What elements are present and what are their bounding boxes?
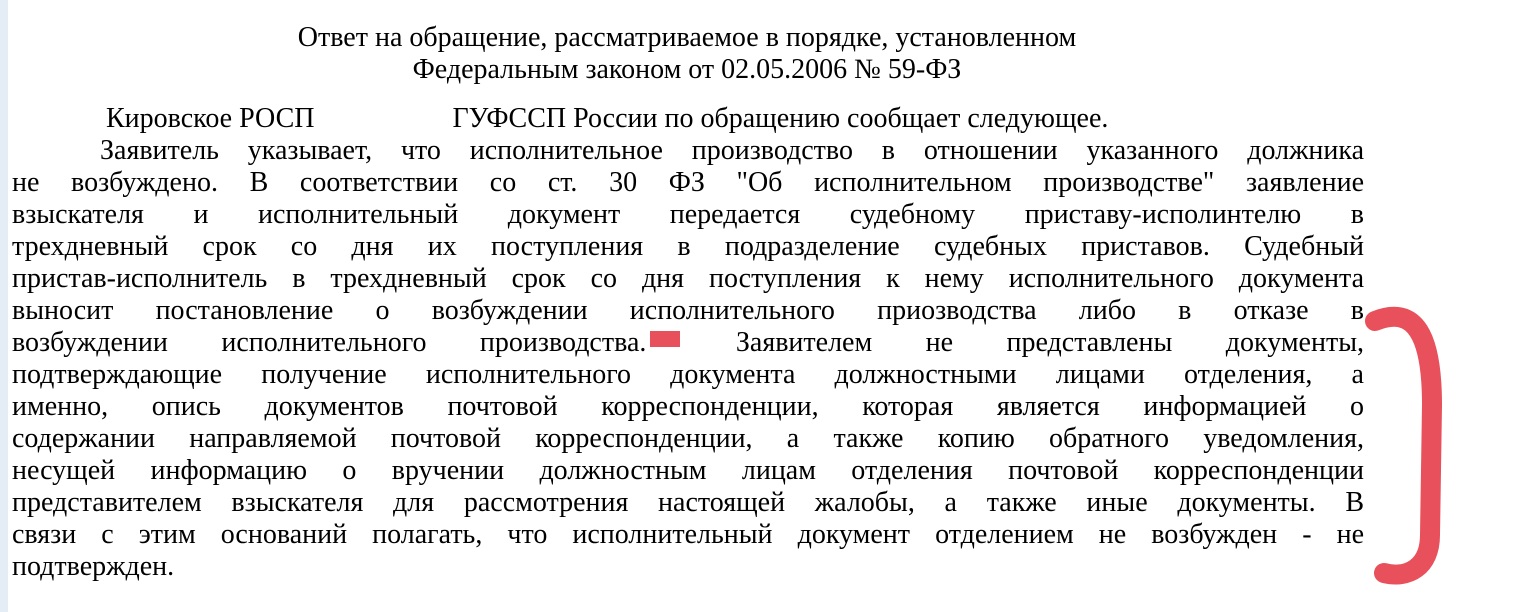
organization-statement: ГУФССП России по обращению сообщает следующее. — [452, 103, 1109, 134]
body-line-with-redaction — [12, 327, 1364, 359]
heading-line-1: Ответ на обращение, рассматриваемое в порядке, установленном — [297, 22, 1077, 53]
body-line: выносит постановление о возбуждении исполнительного приозводства либо в отказе в — [12, 295, 1364, 326]
body-line: связи с этим оснований полагать, что исполнительный документ отделением не возбужден - не — [12, 519, 1364, 550]
body-line: содержании направляемой почтовой корреспонденции, а также копию обратного уведомления, — [12, 423, 1364, 454]
body-line: именно, опись документов почтовой корреспонденции, которая является информацией о — [12, 391, 1364, 422]
body-line-segment: Заявителем не представлены документы, — [735, 327, 1365, 358]
heading-line-2: Федеральным законом от 02.05.2006 № 59-ФЗ — [412, 54, 962, 85]
left-margin-strip — [0, 0, 8, 612]
bracket-annotation — [1360, 305, 1470, 595]
body-line: трехдневный срок со дня их поступления в подразделение судебных приставов. Судебный — [12, 231, 1364, 262]
body-line: несущей информацию о вручении должностным лицам отделения почтовой корреспонденции — [12, 455, 1364, 486]
body-line: подтвержден. — [12, 551, 175, 582]
body-line: взыскателя и исполнительный документ передается судебному приставу-исполинтелю в — [12, 199, 1364, 230]
body-line: Заявитель указывает, что исполнительное производство в отношении указанного должника — [100, 135, 1364, 166]
redaction-mark — [650, 331, 680, 347]
organization-line — [106, 103, 1406, 135]
body-paragraph — [12, 135, 1364, 583]
organization-name: Кировское РОСП — [106, 103, 315, 134]
body-line: подтверждающие получение исполнительного документа должностными лицами отделения, а — [12, 359, 1364, 390]
body-line: пристав-исполнитель в трехдневный срок со дня поступления к нему исполнительного документа — [12, 263, 1364, 294]
body-line-segment: возбуждении исполнительного производства. — [12, 327, 647, 358]
body-line: не возбуждено. В соответствии со ст. 30 ФЗ "Об исполнительном производстве" заявление — [12, 167, 1364, 198]
document-heading — [0, 22, 1374, 86]
body-line: представителем взыскателя для рассмотрения настоящей жалобы, а также иные документы. В — [12, 487, 1364, 518]
